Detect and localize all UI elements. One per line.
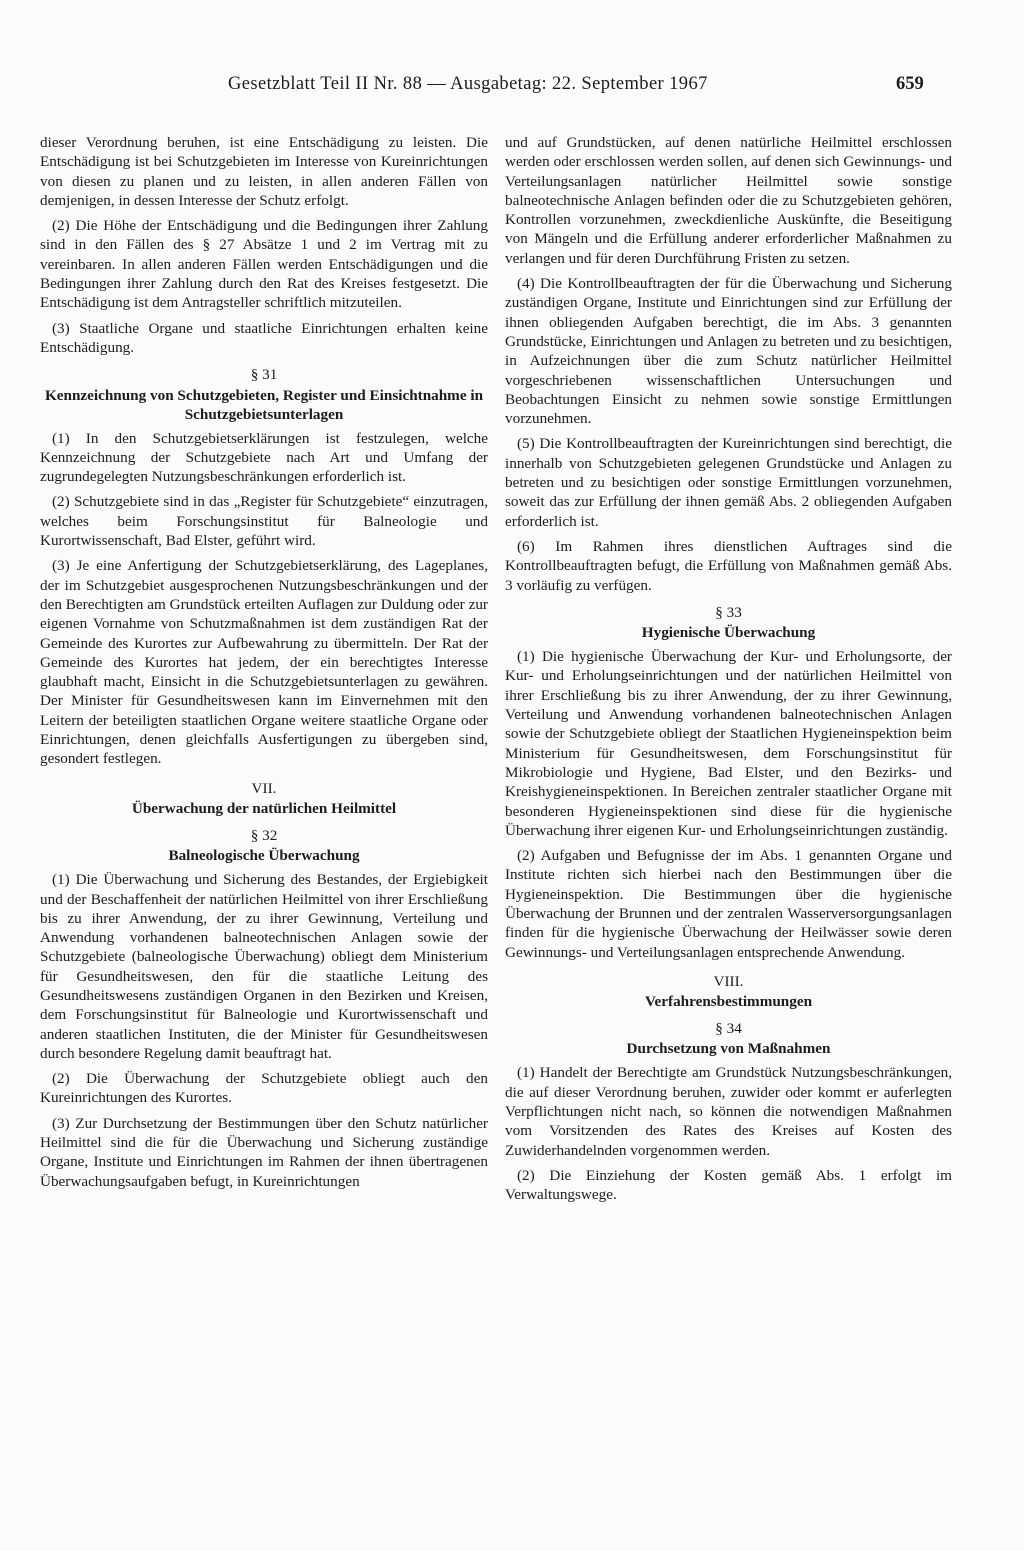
section-number-34: § 34 (715, 1020, 742, 1038)
paragraph: (1) In den Schutzgebietserklärungen ist festzulegen, welche Kennzeichnung der Schutzgebiete nach Art und Umfang der zugrundegelegten Nutzungsbeschränkungen erforderlich ist. (40, 429, 488, 486)
paragraph: (2) Die Einziehung der Kosten gemäß Abs. 1 erfolgt im Verwaltungswege. (505, 1166, 952, 1204)
paragraph: (5) Die Kontrollbeauftragten der Kureinrichtungen sind berechtigt, die innerhalb von Schutzgebieten gelegenen Grundstücke und Anlagen zu betreten und zu besichtigen oder sonstige Ermittlungen vorzunehmen, soweit das zur Erfüllung der ihnen gemäß Abs. 2 obliegenden Aufgaben erforderlich ist. (505, 435, 952, 530)
paragraph: (1) Die hygienische Überwachung der Kur- und Erholungsorte, der Kur- und Erholungseinrichtungen und der natürlichen Heilmittel von ihrer Erschließung bis zu ihrer Anwendung, der zu ihrer Gewinnung, Verteilung und Anwendung vorhandenen balneotechnischen Anlagen sowie der Schutzgebiete obliegt der Staatlichen Hygieneinspektion beim Ministerium für Gesundheitswesen, dem Forschungsinstitut für Mikrobiologie und Hygiene, Bad Elster, und den Bezirks- und Kreishygieneinspektionen. In Bereichen zentraler staatlicher Organe mit besonderen Hygieneinspektionen sind diese für die hygienische Überwachung ihrer eigenen Kur- und Erholungseinrichtungen zuständig. (505, 648, 952, 839)
part-number-viii: VIII. (713, 972, 744, 990)
paragraph: (1) Handelt der Berechtigte am Grundstück Nutzungsbeschränkungen, die auf dieser Verordnung beruhen, zuwider oder kommt er auferlegten Verpflichtungen nicht nach, so können die notwendigen Maßnahmen vom Vorsitzenden des Rates des Kreises auf Kosten des Zuwiderhandelnden vorgenommen werden. (505, 1064, 952, 1159)
section-number-32: § 32 (250, 826, 278, 844)
paragraph: (2) Schutzgebiete sind in das „Register für Schutzgebiete“ einzutragen, welches beim Forschungsinstitut für Balneologie und Kurortwissenschaft, Bad Elster, geführt wird. (40, 493, 488, 550)
paragraph: (3) Je eine Anfertigung der Schutzgebietserklärung, des Lageplanes, der im Schutzgebiet ausgesprochenen Nutzungsbeschränkungen und der den Berechtigten am Grundstück erteilten Auflagen zur Duldung oder zur eigenen Vornahme von Schutzmaßnahmen ist dem zuständigen Rat der Gemeinde des Kurortes zur Aufbewahrung zu übermitteln. Der Rat der Gemeinde des Kurortes hat jedem, der ein berechtigtes Interesse glaubhaft macht, Einsicht in die Schutzgebietsunterlagen zu gewähren. Der Minister für Gesundheitswesen kann im Einvernehmen mit den Leitern der beteiligten staatlichen Organe weitere staatliche Organe oder Einrichtungen, denen gleichfalls Ausfertigungen zu übergeben sind, gesondert festlegen. (40, 557, 488, 768)
right-column (505, 133, 952, 1211)
running-header (0, 74, 1024, 104)
section-number-33: § 33 (715, 603, 742, 621)
page-number: 659 (896, 74, 924, 94)
paragraph-continuation: und auf Grundstücken, auf denen natürliche Heilmittel erschlossen werden oder erschlossen werden sollen, auf denen sich Gewinnungs- und Verteilungsanlagen natürlicher Heilmittel sowie sonstige balneotechnische Anlagen befinden oder die zu Schutzgebieten gehören, Kontrollen vorzunehmen, zweckdienliche Auskünfte, die Beseitigung von Mängeln und die Erfüllung anderer erforderlicher Maßnahmen zu verlangen und für deren Durchführung Fristen zu setzen. (505, 134, 952, 267)
left-column (40, 133, 488, 1197)
paragraph: (6) Im Rahmen ihres dienstlichen Auftrages sind die Kontrollbeauftragten befugt, die Erfüllung von Maßnahmen gemäß Abs. 3 vorläufig zu verfügen. (505, 537, 952, 594)
header-title: Gesetzblatt Teil II Nr. 88 — Ausgabetag: 22. September 1967 (228, 74, 708, 94)
paragraph: (3) Staatliche Organe und staatliche Einrichtungen erhalten keine Entschädigung. (40, 319, 488, 356)
section-title-33: Hygienische Überwachung (641, 624, 816, 642)
paragraph: (2) Aufgaben und Befugnisse der im Abs. 1 genannten Organe und Institute richten sich hierbei nach den Bestimmungen über die Hygieneinspektion. Die Bestimmungen über die hygienische Überwachung der Brunnen und der zentralen Wasserversorgungsanlagen finden für die hygienische Überwachung der Heilwässer sowie deren Gewinnungs- und Verteilungsanlagen entsprechende Anwendung. (505, 847, 952, 961)
paragraph-continuation: dieser Verordnung beruhen, ist eine Entschädigung zu leisten. Die Entschädigung ist bei Schutzgebieten im Interesse von Kureinrichtungen von diesen zu planen und zu leisten, in allen anderen Fällen von demjenigen, in dessen Interesse der Schutz erfolgt. (40, 134, 488, 209)
section-title-34: Durchsetzung von Maßnahmen (626, 1040, 831, 1058)
paragraph: (4) Die Kontrollbeauftragten der für die Überwachung und Sicherung zuständigen Organe, Institute und Einrichtungen sind zur Erfüllung der ihnen obliegenden Aufgaben berechtigt, die im Abs. 3 genannten Grundstücke, Einrichtungen und Anlagen zu betreten und zu besichtigen, in Aufzeichnungen über die zum Schutz natürlicher Heilmittel vorgeschriebenen wissenschaftlichen Untersuchungen und Beobachtungen Einsicht zu nehmen sowie sonstige Ermittlungen vorzunehmen. (505, 275, 952, 428)
part-title-viii: Verfahrensbestimmungen (644, 993, 813, 1011)
section-title-31: Kennzeichnung von Schutzgebieten, Register und Einsichtnahme in Schutzgebietsunterlagen (44, 386, 484, 423)
paragraph: (1) Die Überwachung und Sicherung des Bestandes, der Ergiebigkeit und der Beschaffenheit der natürlichen Heilmittel von ihrer Erschließung bis zu ihrer Anwendung, der zu ihrer Gewinnung, Verteilung und Anwendung vorhandenen balneotechnischen Anlagen sowie der Schutzgebiete (balneologische Überwachung) obliegt dem Ministerium für Gesundheitswesen, den für die staatliche Leitung des Gesundheitswesens zuständigen Organen in den Bezirken und Kreisen, dem Forschungsinstitut für Balneologie und Kurortwissenschaft und anderen staatlichen Instituten, die der Minister für Gesundheitswesen durch besondere Regelung damit beauftragt hat. (40, 871, 488, 1062)
paragraph: (3) Zur Durchsetzung der Bestimmungen über den Schutz natürlicher Heilmittel sind die für die Überwachung und Sicherung zuständige Organe, Institute und Einrichtungen im Rahmen der ihnen übertragenen Überwachungsaufgaben befugt, in Kureinrichtungen (40, 1114, 488, 1190)
section-title-32: Balneologische Überwachung (168, 847, 360, 865)
section-number-31: § 31 (250, 366, 278, 384)
paragraph: (2) Die Überwachung der Schutzgebiete obliegt auch den Kureinrichtungen des Kurortes. (40, 1070, 488, 1107)
paragraph: (2) Die Höhe der Entschädigung und die Bedingungen ihrer Zahlung sind in den Fällen des § 27 Absätze 1 und 2 im Vertrag mit zu vereinbaren. In allen anderen Fällen werden Entschädigungen und die Bedingungen ihrer Zahlung durch den Rat des Kreises festgesetzt. Die Entschädigung ist dem Antragsteller schriftlich mitzuteilen. (40, 217, 488, 312)
part-title-vii: Überwachung der natürlichen Heilmittel (131, 799, 397, 817)
part-number-vii: VII. (251, 779, 277, 797)
